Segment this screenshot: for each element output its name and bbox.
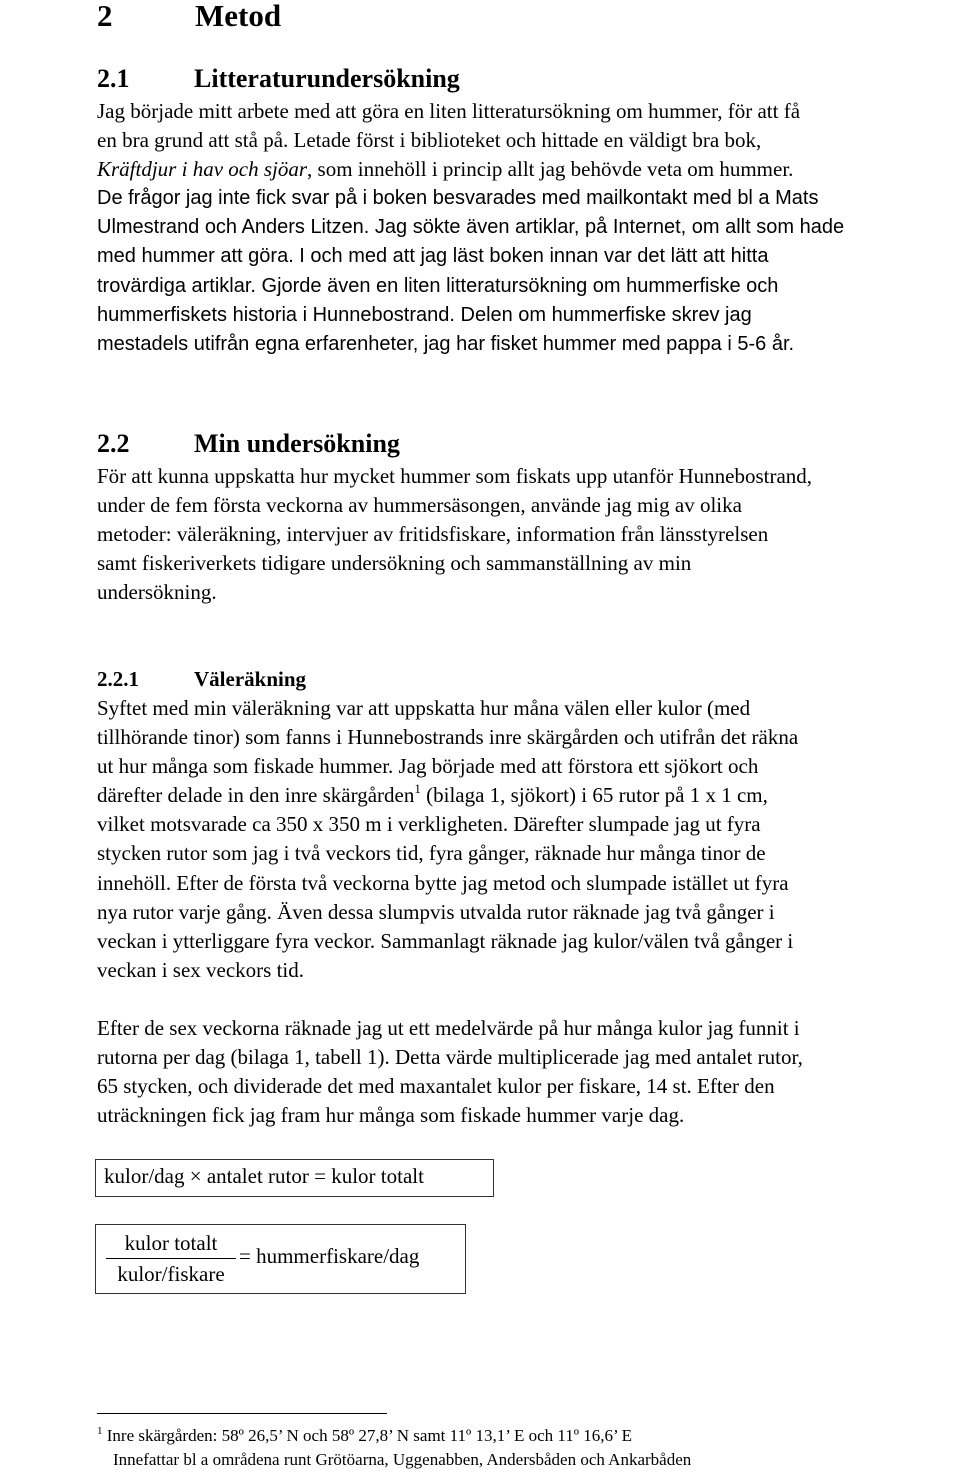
chapter-title: Metod (195, 0, 282, 33)
footnote-marker: 1 (97, 1425, 103, 1437)
paragraph-litteratur (97, 97, 959, 359)
section-number: 2.1 (97, 64, 130, 93)
paragraph-valerakning-2 (97, 1014, 959, 1130)
footnote-reference[interactable]: 1 (414, 781, 421, 797)
footnote-divider (97, 1413, 387, 1414)
chapter-heading (97, 0, 281, 36)
chapter-number: 2 (97, 0, 113, 33)
section-title: Litteraturundersökning (194, 64, 460, 93)
fraction-numerator: kulor totalt (124, 1231, 218, 1255)
text-line: Syftet med min väleräkning var att uppskatta hur måna välen eller kulor (med (97, 696, 751, 720)
text-line: Kräftdjur i hav och sjöar, som innehöll i princip allt jag behövde veta om hummer. (97, 157, 794, 182)
text-line: rutorna per dag (bilaga 1, tabell 1). Detta värde multiplicerade jag med antalet rutor, (97, 1045, 803, 1070)
text-line: under de fem första veckorna av hummersäsongen, använde jag mig av olika (97, 493, 742, 518)
text-line: metoder: väleräkning, intervjuer av fritidsfiskare, information från länsstyrelsen (97, 522, 769, 547)
formula-text: kulor/dag × antalet rutor = kulor totalt (104, 1164, 424, 1188)
formula-result: = hummerfiskare/dag (239, 1244, 420, 1268)
section-heading-2-1 (97, 63, 460, 95)
text-line: ut hur många som fiskade hummer. Jag började med att förstora ett sjökort och (97, 754, 759, 779)
text-line: Efter de sex veckorna räknade jag ut ett medelvärde på hur många kulor jag funnit i (97, 1016, 800, 1040)
section-heading-2-2 (97, 428, 400, 460)
section-number: 2.2.1 (97, 667, 139, 691)
book-title: Kräftdjur i hav och sjöar (97, 157, 308, 182)
text-line: Ulmestrand och Anders Litzen. Jag sökte även artiklar, på Internet, om allt som hade (97, 216, 845, 239)
text-line: trovärdiga artiklar. Gjorde även en liten litteratursökning om hummerfiske och (97, 274, 779, 297)
formula-hummerfiskare (95, 1224, 466, 1294)
text-line: därefter delade in den inre skärgården$^1$ (bilaga 1, sjökort) i 65 rutor på 1 x 1 cm, (97, 781, 768, 808)
text-line: nya rutor varje gång. Även dessa slumpvis utvalda rutor räknade jag två gånger i (97, 899, 775, 924)
text-line: vilket motsvarade ca 350 x 350 m i verkligheten. Därefter slumpade jag ut fyra (97, 812, 761, 837)
fraction (106, 1228, 236, 1289)
text-line: uträckningen fick jag fram hur många som fiskade hummer varje dag. (97, 1103, 685, 1128)
text-line: en bra grund att stå på. Letade först i biblioteket och hittade en väldigt bra bok, (97, 128, 762, 153)
text-line: med hummer att göra. I och med att jag läst boken innan var det lätt att hitta (97, 245, 769, 268)
section-number: 2.2 (97, 429, 130, 458)
footnote-line-2: Innefattar bl a områdena runt Grötöarna, Uggenabben, Andersbåden och Ankarbåden (113, 1450, 692, 1469)
text-line: För att kunna uppskatta hur mycket hummer som fiskats upp utanför Hunnebostrand, (97, 464, 813, 488)
text-line: stycken rutor som jag i två veckors tid, fyra gånger, räknade hur många tinor de (97, 841, 766, 866)
section-title: Min undersökning (194, 429, 400, 458)
text-line: veckan i ytterliggare fyra veckor. Sammanlagt räknade jag kulor/välen två gånger i (97, 928, 794, 953)
text-line: samt fiskeriverkets tidigare undersökning och sammanställning av min (97, 551, 692, 576)
section-heading-2-2-1 (97, 665, 306, 694)
text-line: tillhörande tinor) som fanns i Hunnebostrands inre skärgården och utifrån det räkna (97, 725, 799, 750)
paragraph-valerakning-1 (97, 694, 959, 985)
footnote-line-1: $^1$ Inre skärgården: 58º 26,5’ N och 58º 27,8’ N samt 11º 13,1’ E och 11º 16,6’ E (97, 1425, 633, 1445)
section-title: Väleräkning (194, 667, 307, 691)
paragraph-undersokning (97, 462, 959, 607)
text-line: hummerfiskets historia i Hunnebostrand. Delen om hummerfiske skrev jag (97, 303, 752, 326)
text-line: mestadels utifrån egna erfarenheter, jag har fisket hummer med pappa i 5-6 år. (97, 332, 795, 355)
text-line: veckan i sex veckors tid. (97, 957, 305, 982)
text-line: undersökning. (97, 580, 217, 605)
text-line: innehöll. Efter de första två veckorna bytte jag metod och slumpade istället ut fyra (97, 870, 789, 895)
text-line: De frågor jag inte fick svar på i boken besvarades med mailkontakt med bl a Mats (97, 187, 819, 210)
formula-kulor-totalt (95, 1159, 494, 1197)
text-line: Jag började mitt arbete med att göra en liten litteratursökning om hummer, för att få (97, 99, 801, 123)
fraction-denominator: kulor/fiskare (117, 1262, 225, 1286)
text-line: 65 stycken, och dividerade det med maxantalet kulor per fiskare, 14 st. Efter den (97, 1074, 775, 1099)
